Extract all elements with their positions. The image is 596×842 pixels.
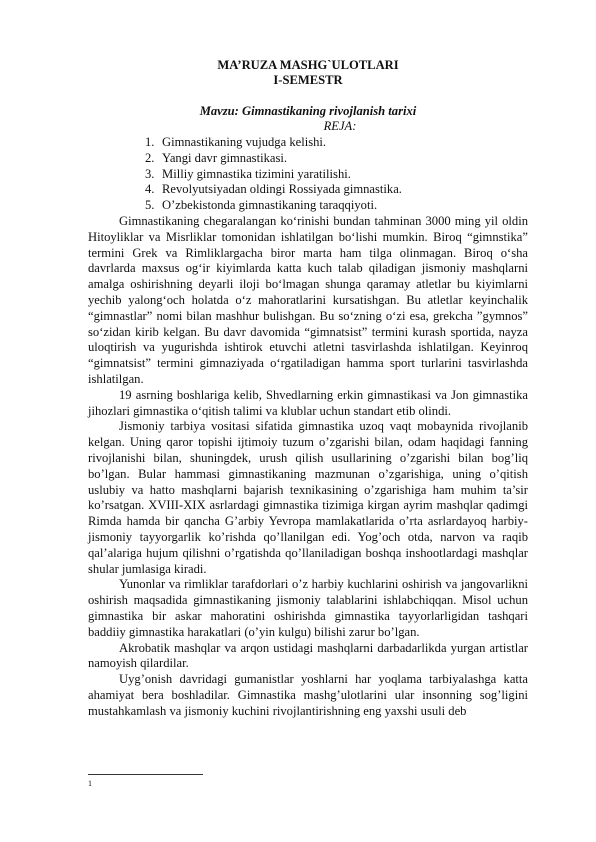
footnote-separator [88,774,203,775]
plan-item-number: 5. [145,198,155,213]
title-line-1: MA’RUZA MASHG`ULOTLARI [217,58,399,72]
plan-item-number: 4. [145,182,155,197]
title-line-2: I-SEMESTR [273,72,343,87]
plan-item-number: 3. [145,166,155,181]
document-page [88,58,528,719]
plan-item-number: 2. [145,150,155,165]
plan-item [145,151,528,167]
footnote-number: 1 [88,779,92,788]
body-paragraph: Yunonlar va rimliklar tarafdorlari o’z harbiy kuchlarini oshirish va jangovarlikni oshirish maqsadida gimnastikaning jismoniy talablarini ishlabchiqqan. Misol uchun gimnastika bir askar mahoratini oshirishda gimnastika tayyorlarligidan tashqari baddiiy gimnastika harakatlari (o’yin kulgu) bilishi zarur bo’lgan. [88,577,528,639]
plan-item-text: Gimnastikaning vujudga kelishi. [162,135,327,149]
body-paragraph: Gimnastikaning chegaralangan ko‘rinishi bundan tahminan 3000 ming yil oldin Hitoyliklar va Misrliklar tomonidan ishlatilgan bo‘lishi mumkin. Biroq “gimnstika” termini Grek va Rimliklargacha biror marta ham tilga olinmagan. Biroq o‘sha davrlarda maxsus og‘ir kiyimlarda katta kuch talab qiladigan jismoniy mashqlarni amalga oshirishning deyarli iloji bo‘lmagan shunga qaramay atletlar bu kiyimlarni yechib yalong‘och holatda o‘z mahoratlarini kursatishgan. Bu atletlar keyinchalik “gimnastlar” nomi bilan mashhur bulishgan. Bu so‘zning o‘zi esa, grekcha ”gymnos” so‘zidan kirib kelgan. Bu davr davomida “gimnatsist” termini kurash sportida, nayza uloqtirish va yugurishda ishtirok etuvchi atletni tasvirlashda ishlatilgan. Keyinroq “gimnatsist” termini gimnaziyada o‘rgatiladigan hamma sport turlarini tasvirlashda ishlatilgan. [88,213,528,386]
plan-item-text: O’zbekistonda gimnastikaning taraqqiyoti. [162,198,378,213]
plan-item [145,182,528,198]
body-paragraph: Uyg’onish davridagi gumanistlar yoshlarni har yoqlama tarbiyalashga katta ahamiyat bera boshladilar. Gimnastika mashg’ulotlarini ular insonning sog’ligini mustahkamlash va jismoniy kuchini rivojlantirishning eng yaxshi usuli deb [88,672,528,718]
plan-item-text: Revolyutsiyadan oldingi Rossiyada gimnastika. [162,182,402,197]
plan-item [145,198,528,214]
plan-item-text: Milliy gimnastika tizimini yaratilishi. [162,166,351,181]
plan-item-text: Yangi davr gimnastikasi. [162,150,288,165]
plan-list [88,135,528,214]
plan-item [145,135,528,151]
body-paragraph: Jismoniy tarbiya vositasi sifatida gimnastika uzoq vaqt mobaynida rivojlanib kelgan. Uning qaror topishi ijtimoiy tuzum o’zgarishi bilan, odam haqidagi fanning rivojlanishi bilan, shuningdek, urush qilish usullarining o’zgarishi bilan bog’liq bo’lgan. Bular hammasi gimnastikaning mazmunan o’zgarishiga, uning o’qitish uslubiy va hatto mashqlarni bajarish texnikasining o’zgarishiga ham muhim ta’sir ko’rsatgan. XVIII-XIX asrlardagi gimnastika tizimiga kirgan ayrim mashqlar qadimgi Rimda hamda bir qancha G’arbiy Yevropa mamlakatlarida o’rta asrlardayoq harbiy-jismoniy tayyorgarlik ko’rishda qo’llanilgan edi. Yog’och otda, narvon va raqib qal’alariga hujum qilishni o’rgatishda qo’llaniladigan boshqa inshootlardagi mashqlar shular jumlasiga kiradi. [88,419,528,576]
topic-heading: Mavzu: Gimnastikaning rivojlanish tarixi [199,104,417,118]
body-paragraph: Akrobatik mashqlar va arqon ustidagi mashqlarni darbadarlikda yurgan artistlar namoyish qilardilar. [88,640,528,671]
plan-title: REJA: [323,118,357,133]
plan-item-number: 1. [145,135,155,149]
body-paragraph: 19 asrning boshlariga kelib, Shvedlarning erkin gimnastikasi va Jon gimnastika jihozlari gimnastika o‘qitish talimi va klublar uchun standart etib olindi. [88,387,528,418]
plan-item [145,167,528,183]
